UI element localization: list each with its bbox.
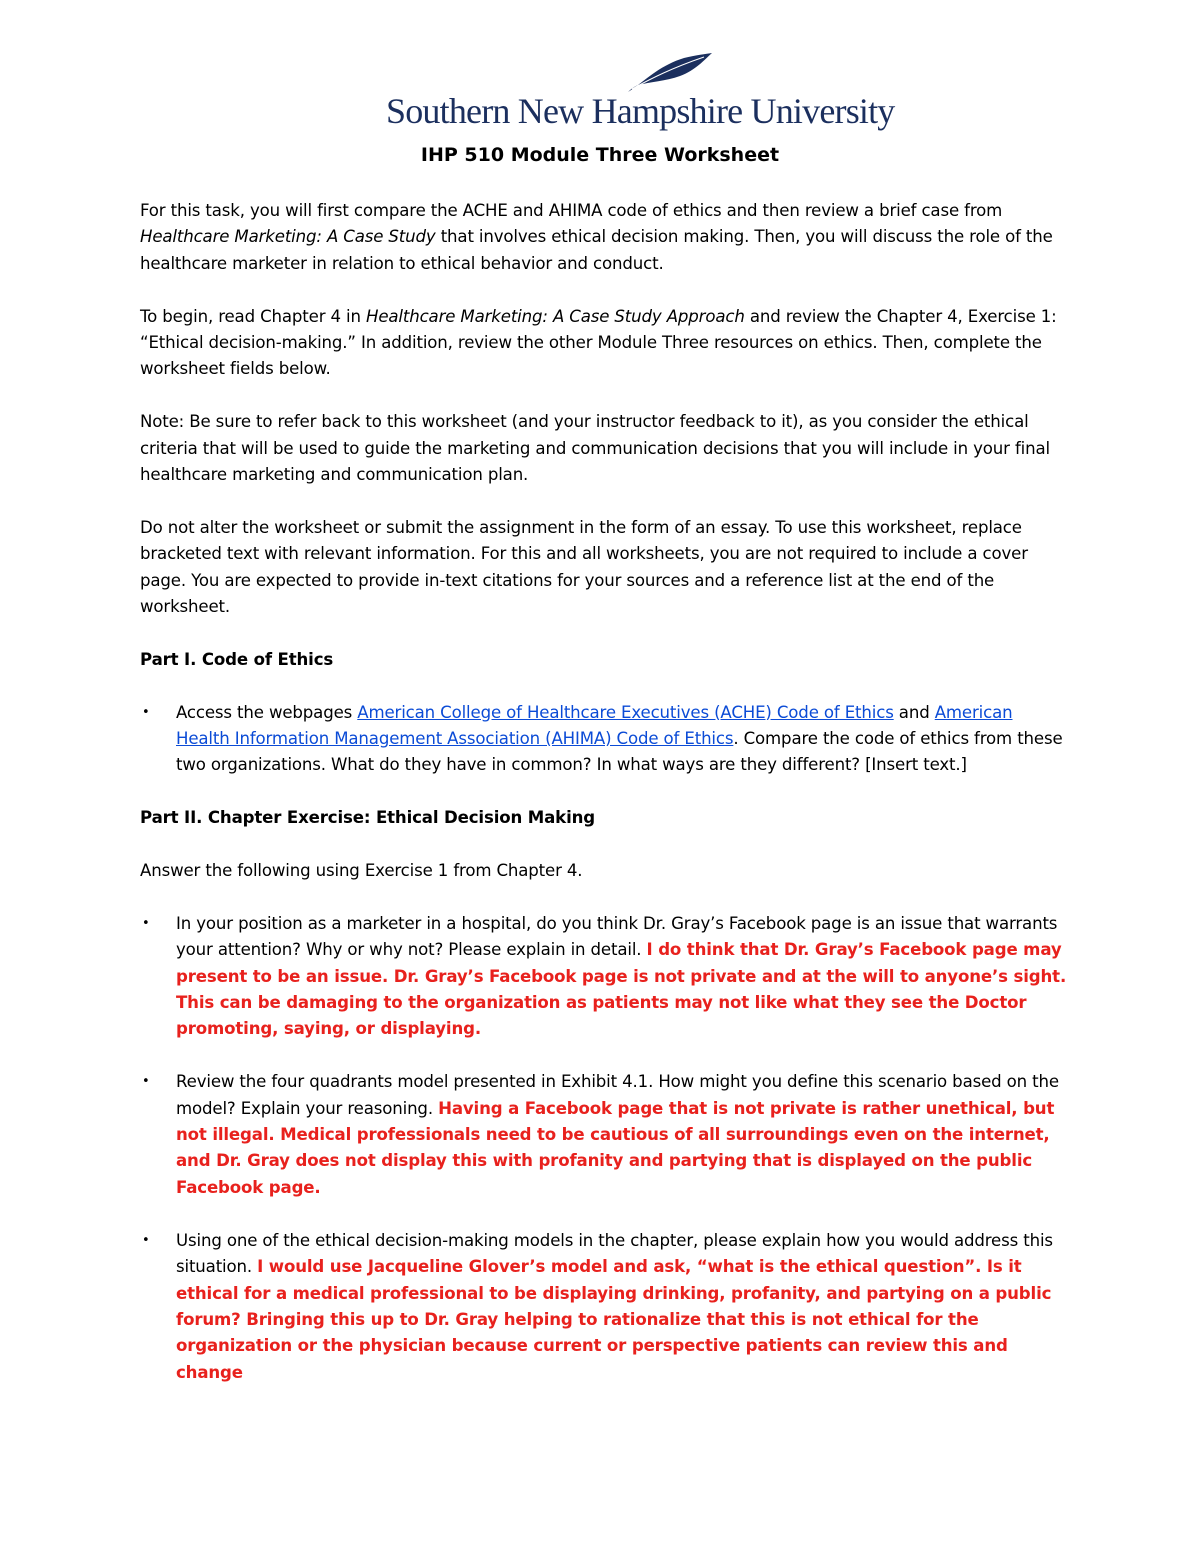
- part1-bullet: • Access the webpages American College of Healthcare Executives (ACHE) Code of Ethics and American Health Information Management Association (AHIMA) Code of Ethics. Compare the code of ethics from these two organizations. What do they have in common? In what ways are they different? [Insert text.]: [140, 700, 1070, 779]
- answer-3: I would use Jacqueline Glover’s model and ask, “what is the ethical question”. Is it ethical for a medical professional to be displaying drinking, profanity, and partying on a public forum? Bringing this up to Dr. Gray helping to rationalize that this is not ethical for the organization or the physician because current or perspective patients can review this and change: [176, 1257, 1052, 1382]
- question-2: [140, 1069, 1070, 1201]
- part1-heading: Part I. Code of Ethics: [140, 649, 334, 669]
- intro-paragraph-1: For this task, you will first compare the ACHE and AHIMA code of ethics and then review a brief case from Healthcare Marketing: A Case Study that involves ethical decision making. Then, you will discuss the role of the healthcare marketer in relation to ethical behavior and conduct.: [140, 201, 1053, 273]
- question-1-text: In your position as a marketer in a hospital, do you think Dr. Gray’s Facebook page is an issue that warrants your attention? Why or why not? Please explain in detail.: [176, 913, 1058, 960]
- part2-heading: Part II. Chapter Exercise: Ethical Decision Making: [140, 808, 595, 828]
- university-name: Southern New Hampshire University: [386, 91, 895, 131]
- part2-lead: Answer the following using Exercise 1 from Chapter 4.: [140, 861, 583, 881]
- ahima-code-link[interactable]: American Health Information Management Association (AHIMA) Code of Ethics: [176, 702, 1013, 749]
- university-logo: [386, 52, 895, 142]
- feather-leaf-icon: [624, 52, 714, 94]
- bullet-icon: •: [142, 915, 150, 931]
- note-paragraph: Note: Be sure to refer back to this worksheet (and your instructor feedback to it), as you consider the ethical criteria that will be used to guide the marketing and communication decisions that you will include in your final healthcare marketing and communication plan.: [140, 412, 1050, 485]
- answer-2: Having a Facebook page that is not private is rather unethical, but not illegal. Medical professionals need to be cautious of all surroundings even on the internet, and Dr. Gray does not display this with profanity and partying that is displayed on the public Facebook page.: [176, 1098, 1055, 1197]
- bullet-icon: •: [142, 1074, 150, 1090]
- answer-1: I do think that Dr. Gray’s Facebook page may present to be an issue. Dr. Gray’s Facebook page is not private and at the will to anyone’s sight. This can be damaging to the organization as patients may not like what they see the Doctor promoting, saying, or displaying.: [176, 940, 1067, 1039]
- bullet-icon: •: [142, 1232, 150, 1248]
- question-3-text: Using one of the ethical decision-making models in the chapter, please explain how you would address this situation.: [176, 1230, 1053, 1277]
- instructions-paragraph: Do not alter the worksheet or submit the assignment in the form of an essay. To use this worksheet, replace bracketed text with relevant information. For this and all worksheets, you are not required to include a cover page. You are expected to provide in-text citations for your sources and a reference list at the end of the worksheet.: [140, 517, 1028, 617]
- question-1: [140, 911, 1070, 1043]
- bullet-icon: •: [142, 704, 150, 720]
- question-3: [140, 1228, 1070, 1386]
- document-body: [140, 198, 1070, 1413]
- ache-code-link[interactable]: American College of Healthcare Executives (ACHE) Code of Ethics: [357, 702, 894, 722]
- intro-paragraph-2: To begin, read Chapter 4 in Healthcare Marketing: A Case Study Approach and review the Chapter 4, Exercise 1: “Ethical decision-making.” In addition, review the other Module Three resources on ethics. Then, complete the worksheet fields below.: [140, 306, 1057, 379]
- question-2-text: Review the four quadrants model presented in Exhibit 4.1. How might you define this scenario based on the model? Explain your reasoning.: [176, 1072, 1059, 1118]
- worksheet-title: IHP 510 Module Three Worksheet: [420, 144, 780, 166]
